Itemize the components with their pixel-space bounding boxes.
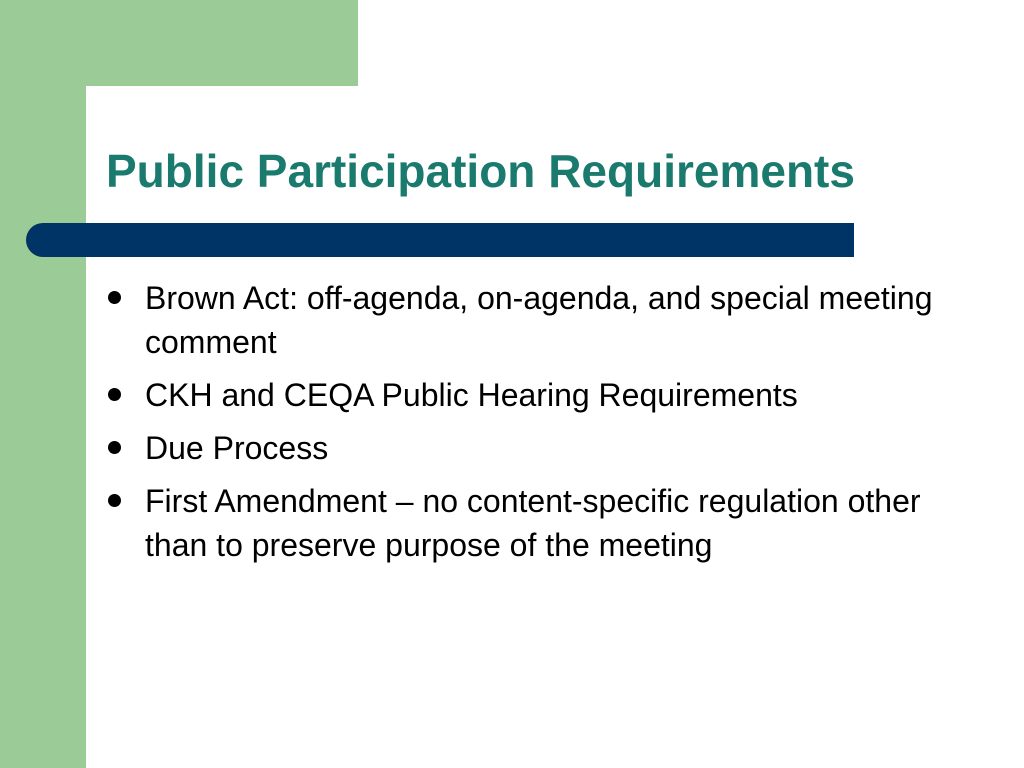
bullet-dot-icon	[108, 441, 121, 454]
bullet-dot-icon	[108, 291, 121, 304]
bullet-text: CKH and CEQA Public Hearing Requirements	[145, 377, 798, 413]
bullet-dot-icon	[108, 388, 121, 401]
bullet-item	[106, 479, 986, 567]
bullet-dot-icon	[108, 494, 121, 507]
bullet-text: Brown Act: off-agenda, on-agenda, and special meeting comment	[145, 280, 933, 360]
green-backdrop-left	[0, 0, 86, 768]
bullet-item	[106, 373, 986, 417]
slide-title: Public Participation Requirements	[106, 145, 855, 197]
bullet-list	[106, 276, 986, 576]
title-rule-bar	[26, 223, 854, 257]
bullet-item	[106, 426, 986, 470]
bullet-text: Due Process	[145, 430, 329, 466]
bullet-item	[106, 276, 986, 364]
bullet-text: First Amendment – no content-specific regulation other than to preserve purpose of the meeting	[145, 483, 921, 563]
